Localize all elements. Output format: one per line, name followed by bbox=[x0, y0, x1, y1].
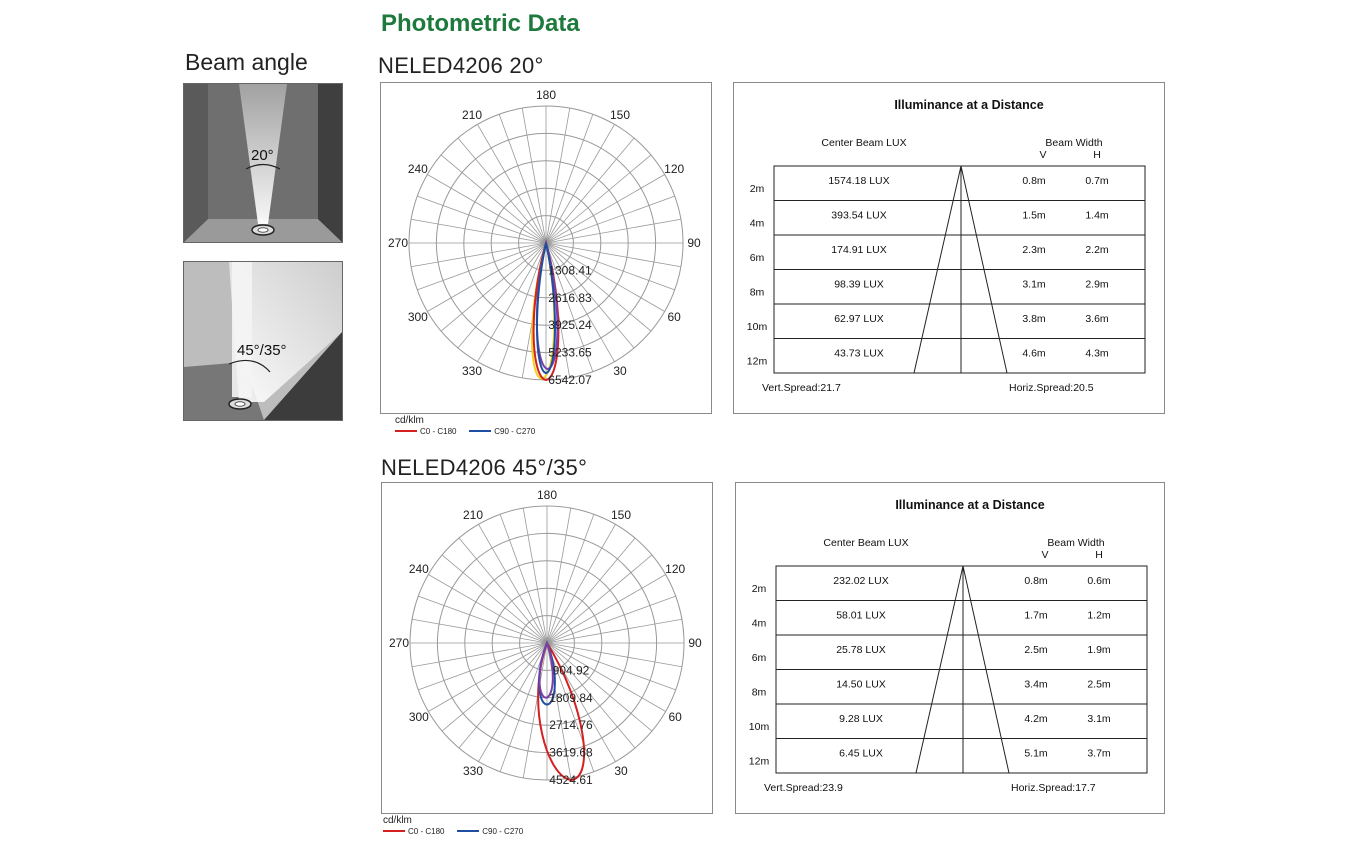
polar-ring-value: 1809.84 bbox=[549, 690, 593, 705]
polar-ring-value: 4524.61 bbox=[549, 773, 593, 787]
distance-label: 10m bbox=[746, 321, 768, 333]
polar-angle-label: 180 bbox=[536, 488, 558, 502]
beam-width-h: 1.9m bbox=[1087, 644, 1111, 656]
distance-label: 10m bbox=[748, 721, 770, 733]
center-beam-header: Center Beam LUX bbox=[823, 537, 909, 549]
polar-legend bbox=[383, 815, 523, 837]
polar-ring-value: 904.92 bbox=[552, 663, 590, 678]
beam-angle-label: 45°/35° bbox=[237, 342, 287, 359]
beam-image-20 bbox=[183, 83, 343, 243]
polar-angle-label: 60 bbox=[667, 310, 681, 324]
legend-label: C0 - C180 bbox=[420, 427, 457, 436]
legend-unit: cd/klm bbox=[395, 415, 424, 426]
polar-ring-value: 3619.68 bbox=[549, 745, 593, 760]
beam-width-v: 0.8m bbox=[1022, 175, 1046, 187]
distance-label: 8m bbox=[749, 286, 765, 299]
polar-ring-value: 1308.41 bbox=[548, 263, 592, 278]
beam-width-v: 5.1m bbox=[1024, 747, 1048, 760]
polar-ring-value: 2714.76 bbox=[549, 718, 593, 733]
polar-angle-label: 150 bbox=[609, 107, 631, 122]
distance-label: 2m bbox=[751, 583, 767, 595]
polar-angle-label: 150 bbox=[610, 507, 632, 522]
center-lux-value: 43.73 LUX bbox=[834, 347, 884, 360]
beam-width-h: 0.6m bbox=[1087, 575, 1111, 587]
distance-label: 12m bbox=[748, 755, 770, 768]
beam-width-h: 2.9m bbox=[1085, 278, 1109, 291]
center-lux-value: 25.78 LUX bbox=[836, 644, 886, 656]
distance-label: 2m bbox=[749, 183, 765, 195]
polar-angle-label: 60 bbox=[668, 710, 682, 724]
distance-label: 12m bbox=[746, 355, 768, 368]
center-lux-value: 174.91 LUX bbox=[831, 244, 887, 256]
beam-width-h: 1.2m bbox=[1087, 609, 1111, 622]
beam-width-v: 1.7m bbox=[1024, 609, 1048, 622]
polar-angle-label: 300 bbox=[407, 310, 428, 324]
illuminance-diagram bbox=[734, 83, 1164, 413]
polar-angle-label: 120 bbox=[665, 562, 686, 576]
beam-width-h: 3.1m bbox=[1087, 713, 1111, 725]
beam-width-v: 2.3m bbox=[1022, 244, 1046, 256]
horiz-spread: Horiz.Spread:17.7 bbox=[1011, 782, 1096, 794]
polar-angle-label: 270 bbox=[387, 236, 409, 250]
beam-image-45-35 bbox=[183, 261, 343, 421]
polar-diagram bbox=[381, 83, 711, 413]
illuminance-table-box bbox=[735, 482, 1165, 814]
polar-angle-label: 90 bbox=[687, 236, 701, 250]
polar-ring-value: 6542.07 bbox=[548, 373, 592, 387]
polar-chart-box bbox=[380, 82, 712, 414]
beam-width-v: 3.4m bbox=[1024, 678, 1048, 691]
center-lux-value: 98.39 LUX bbox=[834, 278, 884, 291]
polar-angle-label: 180 bbox=[535, 88, 557, 102]
beam-angle-label: 20° bbox=[251, 147, 274, 164]
polar-angle-label: 210 bbox=[462, 507, 484, 522]
beam-width-header: Beam Width bbox=[1047, 537, 1105, 549]
center-lux-value: 1574.18 LUX bbox=[828, 175, 890, 187]
polar-ring-value: 3925.24 bbox=[548, 318, 592, 333]
beam-width-h: 4.3m bbox=[1085, 347, 1109, 360]
beam-width-h: 3.6m bbox=[1085, 313, 1109, 325]
beam-width-h: 2.2m bbox=[1085, 244, 1109, 256]
beam-width-v: 4.6m bbox=[1022, 347, 1046, 360]
v-header: V bbox=[1041, 549, 1049, 561]
polar-angle-label: 300 bbox=[408, 710, 429, 724]
legend-label: C0 - C180 bbox=[408, 827, 445, 836]
polar-angle-label: 30 bbox=[613, 364, 627, 379]
beam-width-v: 3.1m bbox=[1022, 278, 1046, 291]
polar-chart-box bbox=[381, 482, 713, 814]
vert-spread: Vert.Spread:23.9 bbox=[764, 782, 843, 794]
polar-angle-label: 330 bbox=[461, 364, 483, 379]
beam-width-v: 2.5m bbox=[1024, 644, 1048, 656]
beam-illustration-45-35 bbox=[184, 262, 342, 420]
polar-angle-label: 270 bbox=[388, 636, 410, 650]
beam-width-v: 0.8m bbox=[1024, 575, 1048, 587]
distance-label: 4m bbox=[751, 617, 767, 630]
h-header: H bbox=[1095, 549, 1103, 561]
center-lux-value: 62.97 LUX bbox=[834, 313, 884, 325]
table-title: Illuminance at a Distance bbox=[894, 98, 1044, 112]
beam-width-v: 4.2m bbox=[1024, 713, 1048, 725]
polar-angle-label: 90 bbox=[688, 636, 702, 650]
polar-angle-label: 120 bbox=[664, 162, 685, 176]
beam-width-h: 0.7m bbox=[1085, 175, 1109, 187]
v-header: V bbox=[1039, 149, 1047, 161]
polar-angle-label: 210 bbox=[461, 107, 483, 122]
center-lux-value: 58.01 LUX bbox=[836, 609, 886, 622]
polar-diagram bbox=[382, 483, 712, 813]
beam-width-h: 3.7m bbox=[1087, 747, 1111, 760]
beam-width-h: 2.5m bbox=[1087, 678, 1111, 691]
beam-angle-title: Beam angle bbox=[185, 49, 308, 75]
distance-label: 6m bbox=[751, 652, 767, 664]
vert-spread: Vert.Spread:21.7 bbox=[762, 382, 841, 394]
center-beam-header: Center Beam LUX bbox=[821, 137, 907, 149]
distance-label: 6m bbox=[749, 252, 765, 264]
polar-legend bbox=[395, 415, 535, 437]
legend-swatch-red bbox=[395, 430, 417, 432]
model-title: NELED4206 20° bbox=[378, 53, 544, 78]
beam-width-h: 1.4m bbox=[1085, 209, 1109, 222]
table-title: Illuminance at a Distance bbox=[895, 498, 1045, 512]
center-lux-value: 14.50 LUX bbox=[836, 678, 886, 691]
polar-angle-label: 330 bbox=[462, 764, 484, 779]
beam-width-header: Beam Width bbox=[1045, 137, 1103, 149]
center-lux-value: 393.54 LUX bbox=[831, 209, 887, 222]
legend-swatch-blue bbox=[457, 830, 479, 832]
legend-swatch-red bbox=[383, 830, 405, 832]
legend-unit: cd/klm bbox=[383, 815, 412, 826]
illuminance-diagram bbox=[736, 483, 1164, 813]
center-lux-value: 9.28 LUX bbox=[839, 713, 883, 725]
distance-label: 8m bbox=[751, 686, 767, 699]
distance-label: 4m bbox=[749, 217, 765, 230]
page-title: Photometric Data bbox=[381, 10, 580, 37]
polar-angle-label: 30 bbox=[614, 764, 628, 779]
polar-angle-label: 240 bbox=[407, 162, 428, 176]
beam-width-v: 3.8m bbox=[1022, 313, 1046, 325]
polar-angle-label: 240 bbox=[408, 562, 429, 576]
horiz-spread: Horiz.Spread:20.5 bbox=[1009, 382, 1094, 394]
h-header: H bbox=[1093, 149, 1101, 161]
model-title: NELED4206 45°/35° bbox=[381, 455, 588, 480]
center-lux-value: 232.02 LUX bbox=[833, 575, 889, 587]
legend-label: C90 - C270 bbox=[494, 427, 536, 436]
legend-swatch-blue bbox=[469, 430, 491, 432]
polar-ring-value: 2616.83 bbox=[548, 290, 592, 305]
beam-width-v: 1.5m bbox=[1022, 209, 1046, 222]
center-lux-value: 6.45 LUX bbox=[839, 747, 883, 760]
illuminance-table-box bbox=[733, 82, 1165, 414]
legend-label: C90 - C270 bbox=[482, 827, 524, 836]
polar-ring-value: 5233.65 bbox=[548, 345, 592, 360]
